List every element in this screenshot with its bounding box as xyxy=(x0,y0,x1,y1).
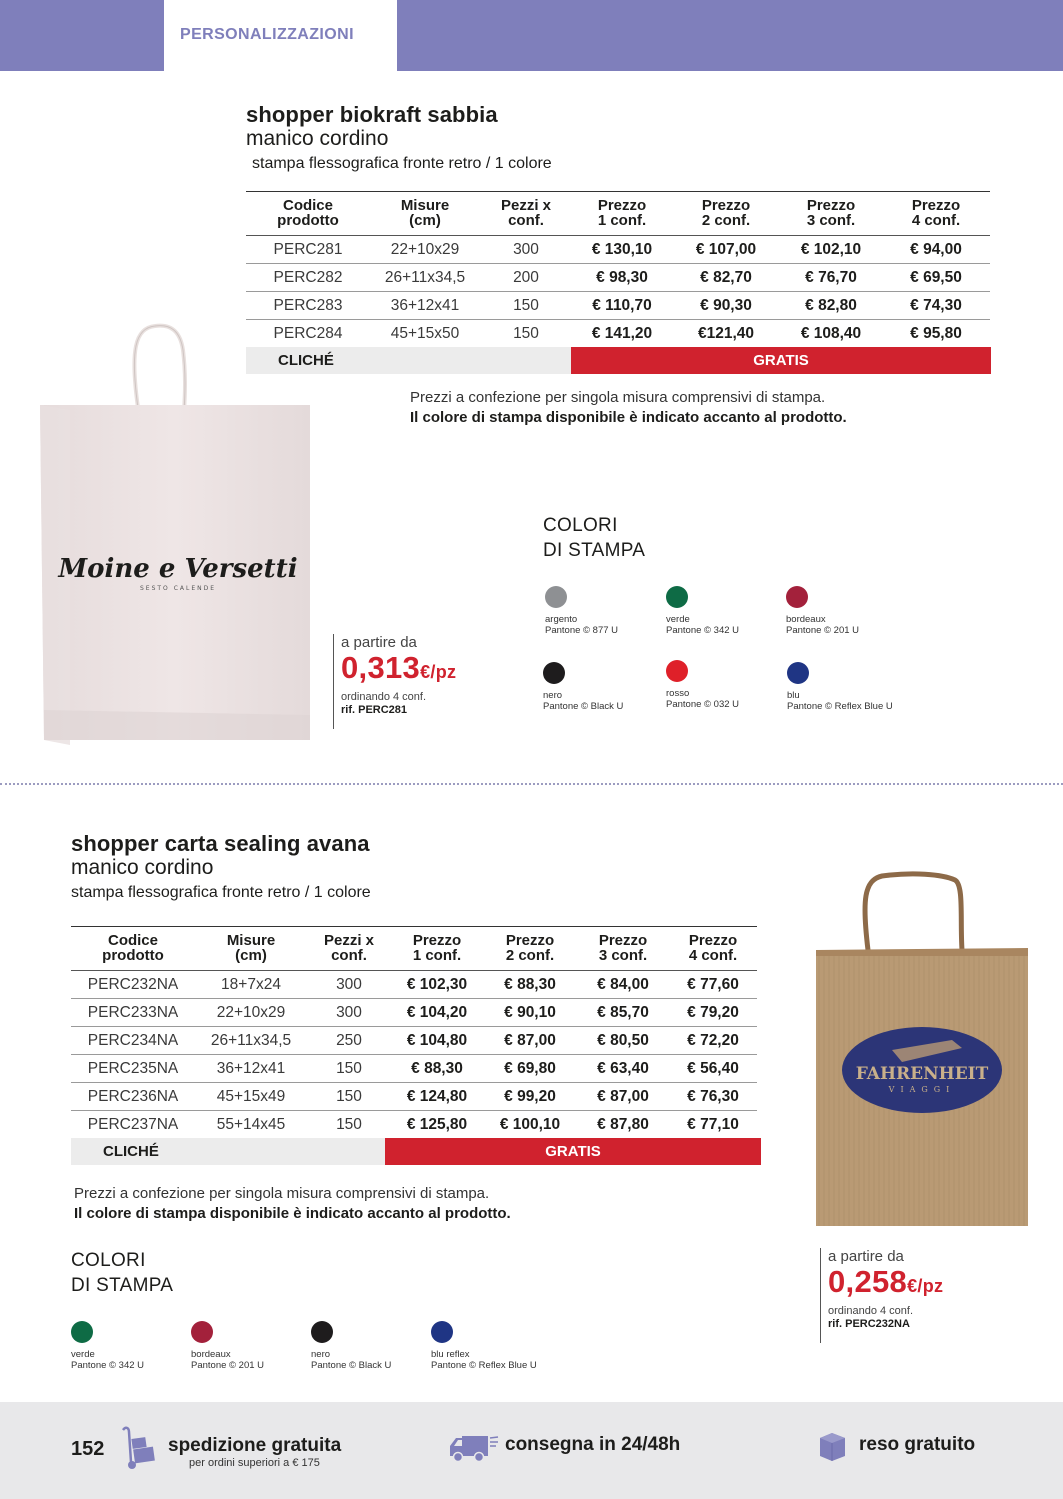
product-2-colors-title: COLORI DI STAMPA xyxy=(71,1250,174,1296)
bag-logo-text: Moine e Versetti xyxy=(58,554,298,584)
cell-code: PERC237NA xyxy=(87,1115,179,1133)
cell-price-3: € 76,70 xyxy=(780,264,882,292)
cell-price-4: € 74,30 xyxy=(882,292,990,320)
product-2-cliche-row xyxy=(71,1138,761,1165)
svg-text:VIAGGI: VIAGGI xyxy=(888,1085,956,1094)
callout-ref: rif. PERC232NA xyxy=(828,1318,910,1330)
cell-price-3: € 102,10 xyxy=(780,236,882,264)
bag-logo-text: FAHRENHEIT xyxy=(855,1064,989,1084)
cell-size: 45+15x50 xyxy=(390,324,460,342)
cell-price-4: € 56,40 xyxy=(669,1055,757,1083)
table-row xyxy=(246,264,990,292)
callout-price: 0,258€/pz xyxy=(828,1264,944,1299)
cliche-free-badge: GRATIS xyxy=(571,347,991,374)
product-2-subtitle: manico cordino xyxy=(71,856,214,879)
cell-size: 22+10x29 xyxy=(370,236,480,264)
color-dot xyxy=(666,660,688,682)
callout-from: a partire da xyxy=(341,634,417,651)
callout-ordering: ordinando 4 conf. xyxy=(341,691,427,703)
col-header-price-2: Prezzo 2 conf. xyxy=(483,927,577,971)
cell-pieces: 200 xyxy=(480,264,572,292)
cell-price-4: € 76,30 xyxy=(669,1083,757,1111)
cell-price-4: € 77,60 xyxy=(669,971,757,999)
table-row xyxy=(71,971,757,999)
cell-size: 36+12x41 xyxy=(195,1055,307,1083)
footer-bar xyxy=(0,1402,1063,1499)
table-row xyxy=(71,1055,757,1083)
cell-price-4: € 77,10 xyxy=(687,1115,739,1133)
product-1-cliche-row xyxy=(246,347,991,374)
table-row xyxy=(71,1111,757,1139)
cell-price-3: € 80,50 xyxy=(577,1027,669,1055)
color-swatch: rosso Pantone © 032 U xyxy=(666,660,788,710)
col-header-price-1: Prezzo 1 conf. xyxy=(572,192,672,236)
table-row xyxy=(246,292,990,320)
color-swatch: verde Pantone © 342 U xyxy=(71,1321,193,1371)
product-2-bag-image xyxy=(812,870,1032,1230)
color-dot xyxy=(543,662,565,684)
cell-price-4: € 94,00 xyxy=(882,236,990,264)
svg-text:SESTO CALENDE: SESTO CALENDE xyxy=(139,585,217,592)
cell-price-1: € 141,20 xyxy=(591,324,653,342)
cliche-free-badge: GRATIS xyxy=(385,1138,761,1165)
table-header-row xyxy=(71,927,757,971)
color-swatch: verde Pantone © 342 U xyxy=(666,586,788,636)
cell-size: 26+11x34,5 xyxy=(370,264,480,292)
cell-price-2: € 90,30 xyxy=(672,292,780,320)
color-swatch: bordeaux Pantone © 201 U xyxy=(191,1321,313,1371)
product-1-colors-title: COLORI DI STAMPA xyxy=(543,515,646,561)
table-row xyxy=(71,1083,757,1111)
col-header-code: Codice prodotto xyxy=(246,192,370,236)
cell-price-3: € 87,00 xyxy=(577,1083,669,1111)
product-2-title: shopper carta sealing avana xyxy=(71,831,370,856)
return-box-icon xyxy=(818,1432,848,1462)
shipping-label: spedizione gratuita xyxy=(168,1435,342,1456)
cell-size: 45+15x49 xyxy=(195,1083,307,1111)
callout-price: 0,313€/pz xyxy=(341,650,457,685)
cell-pieces: 150 xyxy=(480,292,572,320)
cell-pieces: 150 xyxy=(336,1115,362,1133)
section-tab-label: PERSONALIZZAZIONI xyxy=(180,26,354,43)
cell-pieces: 250 xyxy=(307,1027,391,1055)
cell-price-1: € 104,20 xyxy=(391,999,483,1027)
delivery-truck-icon xyxy=(448,1432,500,1462)
table-row xyxy=(246,236,990,264)
col-header-price-4: Prezzo 4 conf. xyxy=(882,192,990,236)
callout-ref: rif. PERC281 xyxy=(341,704,408,716)
table-row xyxy=(246,320,990,348)
cell-price-1: € 104,80 xyxy=(391,1027,483,1055)
cell-size: 22+10x29 xyxy=(195,999,307,1027)
cliche-label: CLICHÉ xyxy=(71,1138,385,1165)
col-header-price-3: Prezzo 3 conf. xyxy=(780,192,882,236)
color-dot xyxy=(311,1321,333,1343)
col-header-pieces: Pezzi x conf. xyxy=(307,927,391,971)
cell-price-2: € 88,30 xyxy=(483,971,577,999)
cell-price-1: € 125,80 xyxy=(406,1115,468,1133)
color-swatch: blu reflex Pantone © Reflex Blue U xyxy=(431,1321,553,1371)
color-dot xyxy=(71,1321,93,1343)
cell-price-3: € 87,80 xyxy=(597,1115,649,1133)
hand-truck-icon xyxy=(120,1426,158,1470)
cell-price-2: € 100,10 xyxy=(499,1115,561,1133)
page-number: 152 xyxy=(71,1438,105,1460)
cell-price-3: € 108,40 xyxy=(800,324,862,342)
cell-price-2: € 82,70 xyxy=(672,264,780,292)
cell-price-1: € 110,70 xyxy=(572,292,672,320)
cell-price-3: € 85,70 xyxy=(577,999,669,1027)
product-1-note: Prezzi a confezione per singola misura comprensivi di stampa. Il colore di stampa disponibile è indicato accanto al prodotto. xyxy=(410,389,847,426)
cell-price-4: € 69,50 xyxy=(882,264,990,292)
cell-price-2: €121,40 xyxy=(697,324,755,342)
cell-price-4: € 72,20 xyxy=(669,1027,757,1055)
cell-pieces: 150 xyxy=(307,1083,391,1111)
color-swatch: nero Pantone © Black U xyxy=(311,1321,433,1371)
color-swatch: argento Pantone © 877 U xyxy=(545,586,667,636)
cell-code: PERC284 xyxy=(273,324,343,342)
col-header-price-4: Prezzo 4 conf. xyxy=(669,927,757,971)
color-dot xyxy=(786,586,808,608)
cell-price-1: € 98,30 xyxy=(572,264,672,292)
cell-code: PERC235NA xyxy=(71,1055,195,1083)
product-1-subtitle: manico cordino xyxy=(246,127,389,150)
cell-code: PERC236NA xyxy=(71,1083,195,1111)
cell-price-2: € 107,00 xyxy=(672,236,780,264)
col-header-size: Misure (cm) xyxy=(195,927,307,971)
cell-code: PERC283 xyxy=(246,292,370,320)
product-1-price-callout xyxy=(333,634,456,729)
cell-code: PERC234NA xyxy=(71,1027,195,1055)
table-row xyxy=(71,999,757,1027)
color-dot xyxy=(431,1321,453,1343)
cell-price-3: € 82,80 xyxy=(780,292,882,320)
cell-code: PERC233NA xyxy=(71,999,195,1027)
color-dot xyxy=(787,662,809,684)
cell-code: PERC232NA xyxy=(71,971,195,999)
product-2-price-table xyxy=(71,926,757,1139)
shipping-sub: per ordini superiori a € 175 xyxy=(189,1457,320,1469)
callout-from: a partire da xyxy=(828,1248,904,1265)
product-1-bag-image xyxy=(30,320,320,770)
delivery-label: consegna in 24/48h xyxy=(505,1434,681,1455)
cell-size: 55+14x45 xyxy=(216,1115,286,1133)
cell-price-3: € 63,40 xyxy=(577,1055,669,1083)
cell-size: 18+7x24 xyxy=(195,971,307,999)
product-2-print-info: stampa flessografica fronte retro / 1 colore xyxy=(71,884,371,901)
color-dot xyxy=(545,586,567,608)
cell-price-4: € 95,80 xyxy=(910,324,962,342)
cell-price-1: € 102,30 xyxy=(391,971,483,999)
cell-pieces: 150 xyxy=(307,1055,391,1083)
color-swatch: blu Pantone © Reflex Blue U xyxy=(787,662,909,712)
table-header-row xyxy=(246,192,990,236)
color-swatch: bordeaux Pantone © 201 U xyxy=(786,586,908,636)
color-dot xyxy=(191,1321,213,1343)
cliche-label: CLICHÉ xyxy=(246,347,571,374)
product-1-title: shopper biokraft sabbia xyxy=(246,102,498,127)
cell-price-4: € 79,20 xyxy=(669,999,757,1027)
product-2-note: Prezzi a confezione per singola misura comprensivi di stampa. Il colore di stampa disponibile è indicato accanto al prodotto. xyxy=(74,1185,511,1222)
cell-pieces: 300 xyxy=(480,236,572,264)
return-label: reso gratuito xyxy=(859,1434,976,1455)
cell-code: PERC281 xyxy=(246,236,370,264)
col-header-price-2: Prezzo 2 conf. xyxy=(672,192,780,236)
cell-price-1: € 130,10 xyxy=(572,236,672,264)
col-header-size: Misure (cm) xyxy=(370,192,480,236)
cell-price-2: € 99,20 xyxy=(483,1083,577,1111)
col-header-price-3: Prezzo 3 conf. xyxy=(577,927,669,971)
table-row xyxy=(71,1027,757,1055)
product-1-print-info: stampa flessografica fronte retro / 1 colore xyxy=(252,155,552,172)
col-header-price-1: Prezzo 1 conf. xyxy=(391,927,483,971)
callout-ordering: ordinando 4 conf. xyxy=(828,1305,914,1317)
section-separator xyxy=(0,783,1063,785)
cell-price-2: € 90,10 xyxy=(483,999,577,1027)
cell-size: 26+11x34,5 xyxy=(195,1027,307,1055)
color-dot xyxy=(666,586,688,608)
cell-code: PERC282 xyxy=(246,264,370,292)
product-1-price-table xyxy=(246,191,990,348)
cell-price-3: € 84,00 xyxy=(577,971,669,999)
header-band xyxy=(0,0,1063,71)
color-swatch: nero Pantone © Black U xyxy=(543,662,665,712)
col-header-pieces: Pezzi x conf. xyxy=(480,192,572,236)
section-tab xyxy=(164,0,397,71)
cell-price-2: € 87,00 xyxy=(483,1027,577,1055)
cell-price-1: € 88,30 xyxy=(391,1055,483,1083)
cell-pieces: 150 xyxy=(513,324,539,342)
product-2-price-callout xyxy=(820,1248,943,1343)
cell-pieces: 300 xyxy=(307,971,391,999)
cell-pieces: 300 xyxy=(307,999,391,1027)
cell-size: 36+12x41 xyxy=(370,292,480,320)
cell-price-2: € 69,80 xyxy=(483,1055,577,1083)
col-header-code: Codice prodotto xyxy=(71,927,195,971)
cell-price-1: € 124,80 xyxy=(391,1083,483,1111)
